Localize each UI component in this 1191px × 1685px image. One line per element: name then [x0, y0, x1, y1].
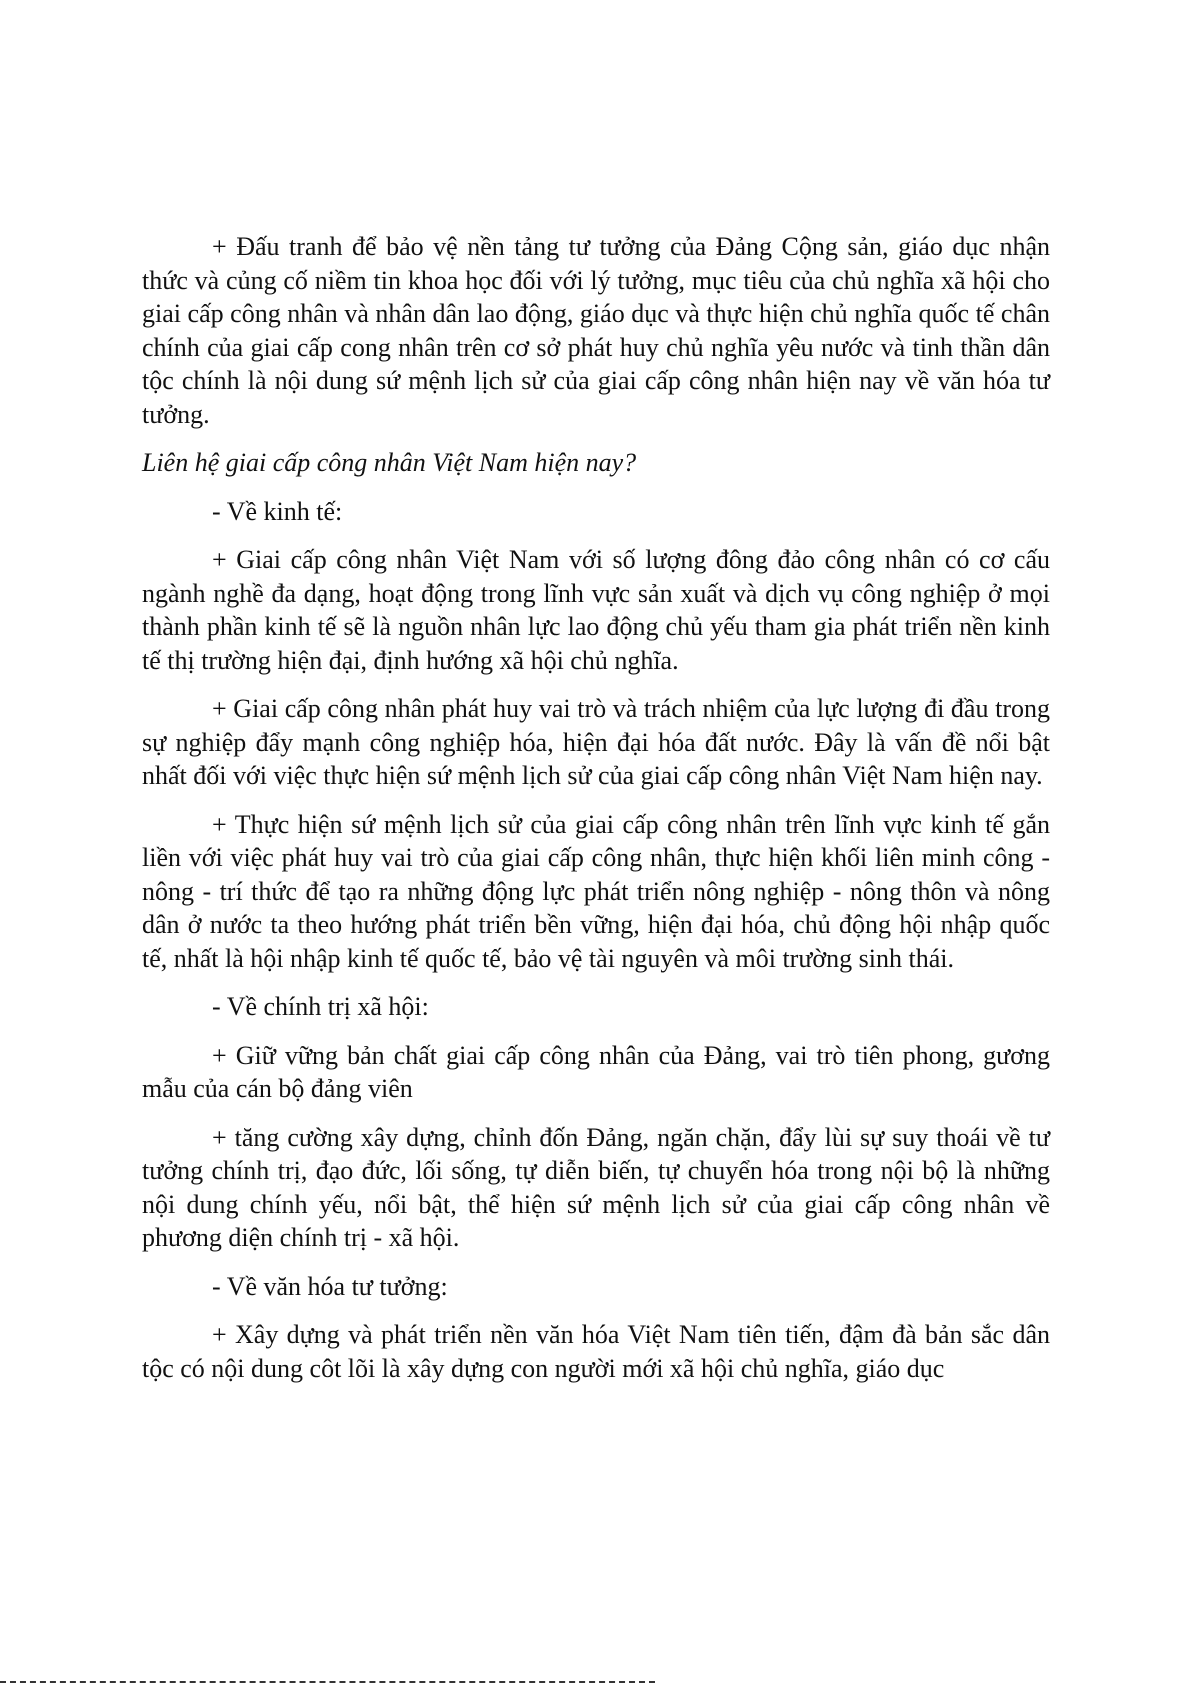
subheading-culture-ideology: - Về văn hóa tư tưởng: [212, 1271, 448, 1301]
subheading-politics-society: - Về chính trị xã hội: [212, 992, 429, 1021]
document-page [142, 230, 1050, 1400]
paragraph-party-nature: + Giữ vững bản chất giai cấp công nhân của Đảng, vai trò tiên phong, gương mẫu của cán bộ đảng viên [142, 1040, 1050, 1103]
paragraph-industrialization: + Giai cấp công nhân phát huy vai trò và trách nhiệm của lực lượng đi đầu trong sự nghiệp đẩy mạnh công nghiệp hóa, hiện đại hóa đất nước. Đây là vấn đề nổi bật nhất đối với việc thực hiện sứ mệnh lịch sử của giai cấp công nhân Việt Nam hiện nay. [142, 694, 1050, 790]
paragraph-culture: + Xây dựng và phát triển nền văn hóa Việt Nam tiên tiến, đậm đà bản sắc dân tộc có nội dung côt lõi là xây dựng con người mới xã hội chủ nghĩa, giáo dục [142, 1320, 1050, 1383]
paragraph-party-rectification: + tăng cường xây dựng, chỉnh đốn Đảng, ngăn chặn, đẩy lùi sự suy thoái về tư tưởng chính trị, đạo đức, lối sống, tự diễn biến, tự chuyển hóa trong nội bộ là những nội dung chính yếu, nổi bật, thể hiện sứ mệnh lịch sử của giai cấp công nhân về phương diện chính trị - xã hội. [142, 1122, 1050, 1252]
paragraph-ideology-struggle: + Đấu tranh để bảo vệ nền tảng tư tưởng của Đảng Cộng sản, giáo dục nhận thức và củng cố niềm tin khoa học đối với lý tưởng, mục tiêu của chủ nghĩa xã hội cho giai cấp công nhân và nhân dân lao động, giáo dục và thực hiện chủ nghĩa quốc tế chân chính của giai cấp cong nhân trên cơ sở phát huy chủ nghĩa yêu nước và tinh thần dân tộc chính là nội dung sứ mệnh lịch sử của giai cấp công nhân hiện nay về văn hóa tư tưởng. [142, 232, 1050, 429]
page-bottom-rule [0, 1681, 655, 1683]
paragraph-alliance: + Thực hiện sứ mệnh lịch sử của giai cấp công nhân trên lĩnh vực kinh tế gắn liền với việc phát huy vai trò của giai cấp công nhân, thực hiện khối liên minh công - nông - trí thức để tạo ra những động lực phát triển nông nghiệp - nông thôn và nông dân ở nước ta theo hướng phát triển bền vững, hiện đại hóa, chủ động hội nhập quốc tế, nhất là hội nhập kinh tế quốc tế, bảo vệ tài nguyên và môi trường sinh thái. [142, 809, 1050, 973]
subheading-economy: - Về kinh tế: [212, 496, 343, 526]
paragraph-workforce: + Giai cấp công nhân Việt Nam với số lượng đông đảo công nhân có cơ cấu ngành nghề đa dạng, hoạt động trong lĩnh vực sản xuất và dịch vụ công nghiệp ở mọi thành phần kinh tế sẽ là nguồn nhân lực lao động chủ yếu tham gia phát triển nền kinh tế thị trường hiện đại, định hướng xã hội chủ nghĩa. [142, 545, 1050, 675]
question-heading: Liên hệ giai cấp công nhân Việt Nam hiện nay? [142, 448, 637, 477]
